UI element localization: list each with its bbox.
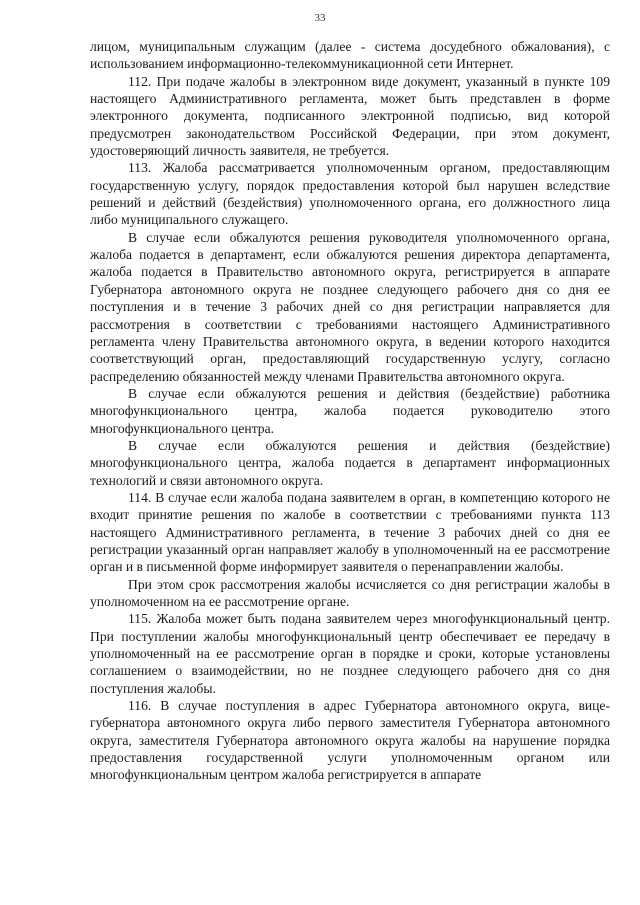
paragraph-114: 114. В случае если жалоба подана заявителем в орган, в компетенцию которого не входит принятие решения по жалобе в соответствии с требованиями пункта 113 настоящего Административного регламента, в течение 3 рабочих дней со дня ее регистрации указанный орган направляет жалобу в уполномоченный на ее рассмотрение орган и в письменной форме информирует заявителя о перенаправлении жалобы. xyxy=(90,489,610,575)
paragraph-113-head-appeal: В случае если обжалуются решения руководителя уполномоченного органа, жалоба подается в департамент, если обжалуются решения директора департамента, жалоба подается в Правительство автономного округа, регистрируется в аппарате Губернатора автономного округа не позднее следующего рабочего дня со дня ее поступления и в течение 3 рабочих дней со дня регистрации направляется для рассмотрения в соответствии с требованиями настоящего Административного регламента члену Правительства автономного округа, в ведении которого находится соответствующий орган, предоставляющий государственную услугу, согласно распределению обязанностей между членами Правительства автономного округа. xyxy=(90,229,610,384)
page-number: 33 xyxy=(314,12,326,24)
paragraph-113: 113. Жалоба рассматривается уполномоченным органом, предоставляющим государственную услугу, порядок предоставления которой был нарушен вследствие решений и действий (бездействия) уполномоченного органа, его должностного лица либо муниципального служащего. xyxy=(90,160,610,228)
paragraph-114-term: При этом срок рассмотрения жалобы исчисляется со дня регистрации жалобы в уполномоченном на ее рассмотрение органе. xyxy=(90,576,610,609)
paragraph-113-mfc-worker: В случае если обжалуются решения и действия (бездействие) работника многофункционального центра, жалоба подается руководителю этого многофункционального центра. xyxy=(90,385,610,436)
paragraph-116: 116. В случае поступления в адрес Губернатора автономного округа, вице-губернатора автономного округа либо первого заместителя Губернатора автономного округа, заместителя Губернатора автономного округа жалобы на нарушение порядка предоставления государственной услуги уполномоченным органом или многофункциональным центром жалоба регистрируется в аппарате xyxy=(90,698,610,783)
paragraph-113-mfc: В случае если обжалуются решения и действия (бездействие) многофункционального центра, жалоба подается в департамент информационных технологий и связи автономного округа. xyxy=(90,437,610,488)
paragraph-112: 112. При подаче жалобы в электронном виде документ, указанный в пункте 109 настоящего Административного регламента, может быть представлен в форме электронного документа, подписанного электронной подписью, вид которой предусмотрен законодательством Российской Федерации, при этом документ, удостоверяющий личность заявителя, не требуется. xyxy=(90,73,610,159)
paragraph-115: 115. Жалоба может быть подана заявителем через многофункциональный центр. При поступлении жалобы многофункциональный центр обеспечивает ее передачу в уполномоченный на ее рассмотрение орган в порядке и сроки, которые установлены соглашением о взаимодействии, но не позднее следующего рабочего дня со дня поступления жалобы. xyxy=(90,611,610,696)
paragraph-continuation: лицом, муниципальным служащим (далее - система досудебного обжалования), с использованием информационно-телекоммуникационной сети Интернет. xyxy=(90,39,610,72)
document-body xyxy=(90,38,610,784)
